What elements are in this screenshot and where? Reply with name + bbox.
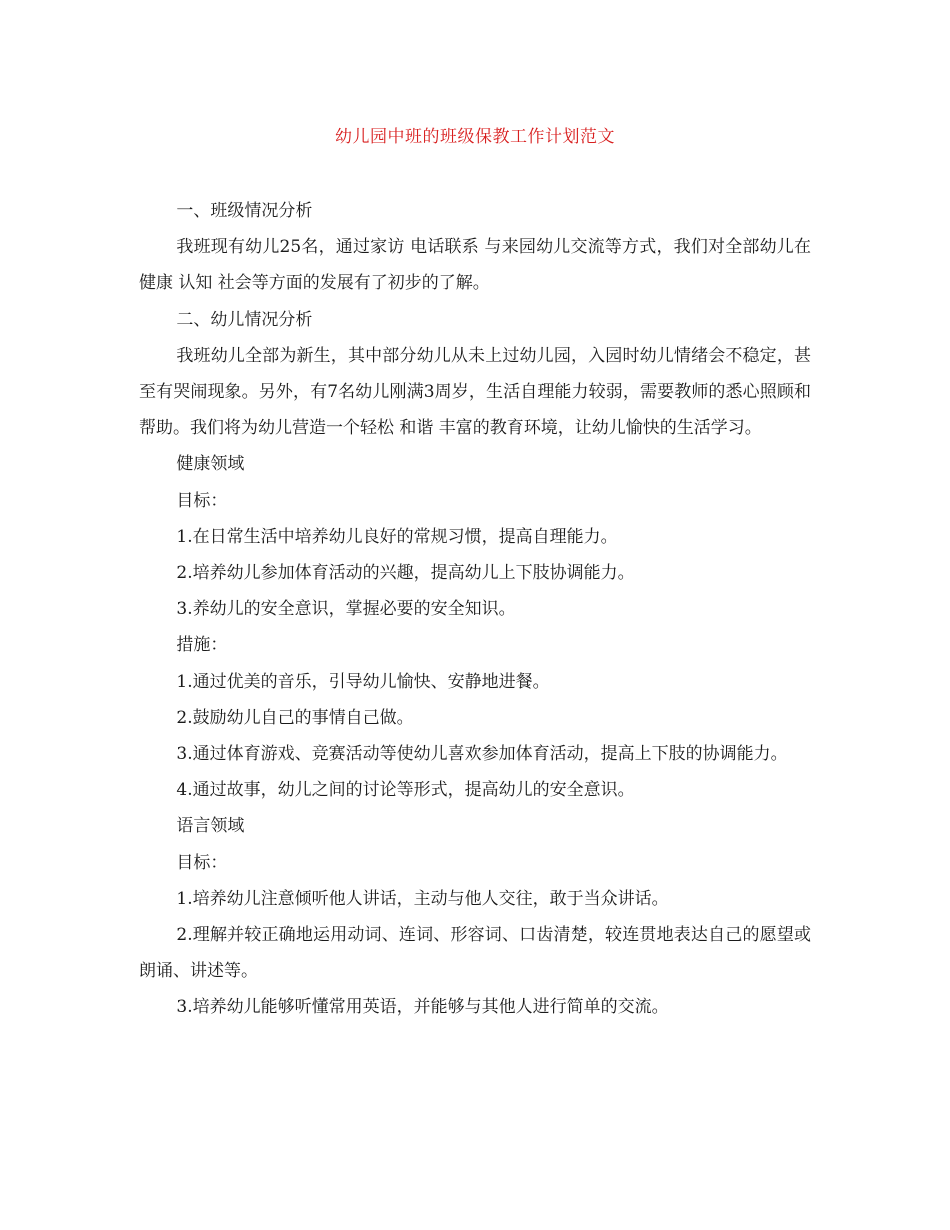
paragraph-class-analysis: 我班现有幼儿25名，通过家访 电话联系 与来园幼儿交流等方式，我们对全部幼儿在健康 认知 社会等方面的发展有了初步的了解。 — [139, 237, 811, 294]
document-body — [139, 193, 811, 1026]
label-goals: 目标： — [176, 490, 228, 511]
list-item: 3.通过体育游戏、竞赛活动等使幼儿喜欢参加体育活动，提高上下肢的协调能力。 — [176, 744, 788, 765]
list-item: 1.培养幼儿注意倾听他人讲话，主动与他人交往，敢于当众讲话。 — [176, 888, 669, 909]
document-title: 幼儿园中班的班级保教工作计划范文 — [335, 127, 615, 147]
section-heading-class-analysis: 一、班级情况分析 — [176, 201, 313, 221]
list-item: 2.鼓励幼儿自己的事情自己做。 — [176, 707, 414, 728]
subheading-language-domain: 语言领域 — [176, 816, 245, 837]
list-item: 2.培养幼儿参加体育活动的兴趣，提高幼儿上下肢协调能力。 — [176, 563, 635, 584]
label-measures: 措施： — [176, 635, 228, 656]
section-heading-child-analysis: 二、幼儿情况分析 — [176, 309, 313, 330]
list-item: 4.通过故事，幼儿之间的讨论等形式，提高幼儿的安全意识。 — [176, 780, 635, 801]
label-goals: 目标： — [176, 852, 228, 873]
list-item: 2.理解并较正确地运用动词、连词、形容词、口齿清楚，较连贯地表达自己的愿望或朗诵、讲述等。 — [139, 925, 811, 982]
list-item: 3.养幼儿的安全意识，掌握必要的安全知识。 — [176, 599, 516, 620]
list-item: 1.通过优美的音乐，引导幼儿愉快、安静地进餐。 — [176, 671, 550, 692]
list-item: 3.培养幼儿能够听懂常用英语，并能够与其他人进行简单的交流。 — [176, 997, 669, 1018]
list-item: 1.在日常生活中培养幼儿良好的常规习惯，提高自理能力。 — [176, 526, 618, 547]
subheading-health-domain: 健康领域 — [176, 454, 245, 475]
paragraph-child-analysis: 我班幼儿全部为新生，其中部分幼儿从未上过幼儿园，入园时幼儿情绪会不稳定，甚至有哭闹现象。另外，有7名幼儿刚满3周岁，生活自理能力较弱，需要教师的悉心照顾和帮助。我们将为幼儿营造一个轻松 和谐 丰富的教育环境，让幼儿愉快的生活学习。 — [139, 345, 811, 439]
